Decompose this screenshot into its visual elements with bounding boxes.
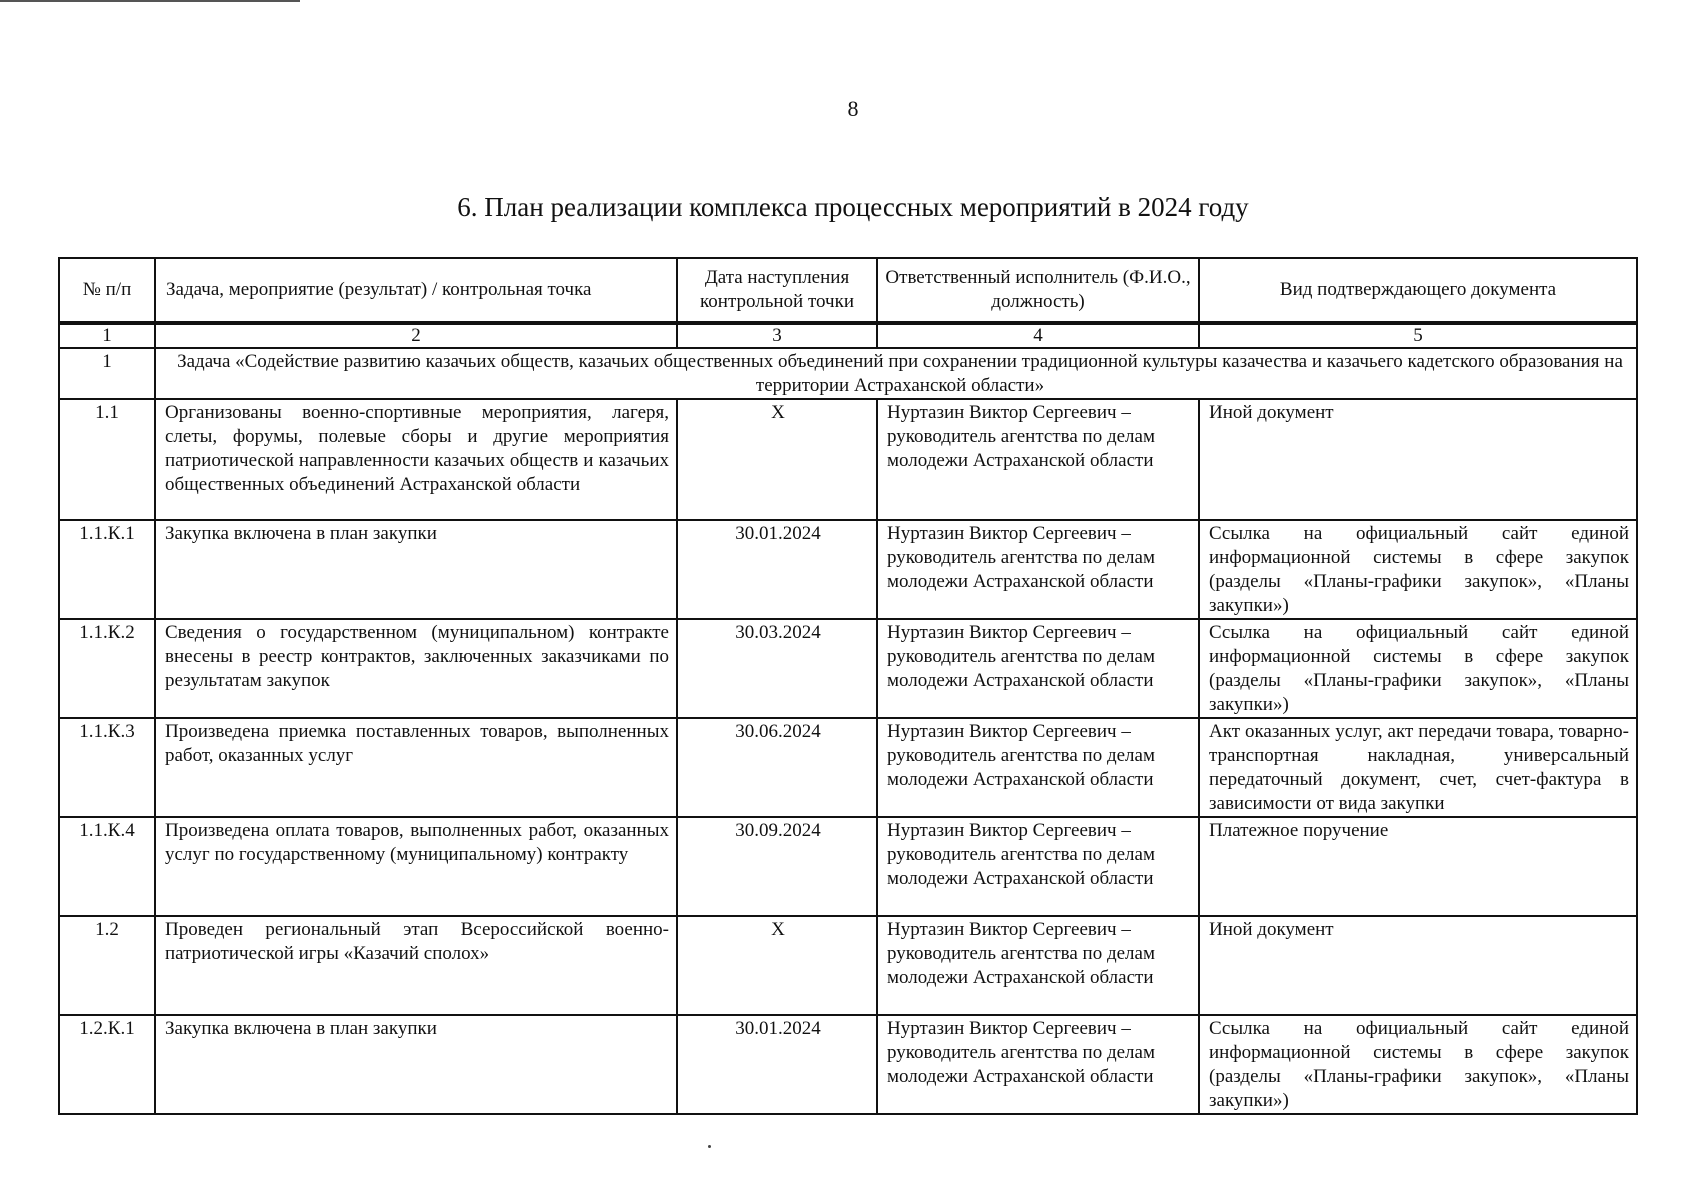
row-date: 30.01.2024 (677, 520, 877, 619)
row-number: 1.1.К.3 (59, 718, 155, 817)
column-index: 4 (877, 323, 1199, 348)
row-event: Организованы военно-спортивные мероприятия, лагеря, слеты, форумы, полевые сборы и другие мероприятия патриотической направленности казачьих обществ и казачьих общественных объединений Астраханской области (155, 399, 677, 520)
row-event: Проведен региональный этап Всероссийской военно-патриотической игры «Казачий сполох» (155, 916, 677, 1015)
task-row (59, 348, 1637, 399)
row-number: 1.1.К.2 (59, 619, 155, 718)
section-title: 6. План реализации комплекса процессных мероприятий в 2024 году (457, 192, 1249, 222)
row-document: Платежное поручение (1199, 817, 1637, 916)
table-row (59, 916, 1637, 1015)
row-responsible: Нуртазин Виктор Сергеевич – руководитель агентства по делам молодежи Астраханской области (877, 619, 1199, 718)
table-row (59, 520, 1637, 619)
table-row (59, 817, 1637, 916)
header-document: Вид подтверждающего документа (1199, 258, 1637, 323)
row-date: 30.09.2024 (677, 817, 877, 916)
header-number: № п/п (59, 258, 155, 323)
page-number: 8 (847, 96, 859, 121)
row-responsible: Нуртазин Виктор Сергеевич – руководитель агентства по делам молодежи Астраханской области (877, 916, 1199, 1015)
row-date: 30.06.2024 (677, 718, 877, 817)
scan-speck (708, 1145, 711, 1148)
implementation-plan-table (58, 257, 1638, 1115)
table-row (59, 718, 1637, 817)
header-row (59, 258, 1637, 323)
column-index: 2 (155, 323, 677, 348)
row-date: X (677, 916, 877, 1015)
task-number: 1 (59, 348, 155, 399)
row-document: Ссылка на официальный сайт единой информационной системы в сфере закупок (разделы «Планы-графики закупок», «Планы закупки») (1199, 520, 1637, 619)
row-document: Ссылка на официальный сайт единой информационной системы в сфере закупок (разделы «Планы-графики закупок», «Планы закупки») (1199, 619, 1637, 718)
row-document: Акт оказанных услуг, акт передачи товара, товарно-транспортная накладная, универсальный передаточный документ, счет, счет-фактура в зависимости от вида закупки (1199, 718, 1637, 817)
row-date: 30.03.2024 (677, 619, 877, 718)
row-number: 1.1 (59, 399, 155, 520)
row-number: 1.1.К.1 (59, 520, 155, 619)
row-number: 1.2.К.1 (59, 1015, 155, 1114)
row-event: Произведена оплата товаров, выполненных работ, оказанных услуг по государственному (муниципальному) контракту (155, 817, 677, 916)
row-date: X (677, 399, 877, 520)
row-responsible: Нуртазин Виктор Сергеевич – руководитель агентства по делам молодежи Астраханской области (877, 1015, 1199, 1114)
row-responsible: Нуртазин Виктор Сергеевич – руководитель агентства по делам молодежи Астраханской области (877, 520, 1199, 619)
row-document: Иной документ (1199, 399, 1637, 520)
row-responsible: Нуртазин Виктор Сергеевич – руководитель агентства по делам молодежи Астраханской области (877, 718, 1199, 817)
table-row (59, 619, 1637, 718)
row-event: Произведена приемка поставленных товаров, выполненных работ, оказанных услуг (155, 718, 677, 817)
table-row (59, 399, 1637, 520)
row-date: 30.01.2024 (677, 1015, 877, 1114)
column-index-row (59, 323, 1637, 348)
column-index: 3 (677, 323, 877, 348)
row-document: Иной документ (1199, 916, 1637, 1015)
row-responsible: Нуртазин Виктор Сергеевич – руководитель агентства по делам молодежи Астраханской области (877, 399, 1199, 520)
row-responsible: Нуртазин Виктор Сергеевич – руководитель агентства по делам молодежи Астраханской области (877, 817, 1199, 916)
task-text: Задача «Содействие развитию казачьих обществ, казачьих общественных объединений при сохранении традиционной культуры казачества и казачьего кадетского образования на территории Астраханской области» (155, 348, 1637, 399)
header-responsible: Ответственный исполнитель (Ф.И.О., должность) (877, 258, 1199, 323)
header-event: Задача, мероприятие (результат) / контрольная точка (155, 258, 677, 323)
row-event: Закупка включена в план закупки (155, 520, 677, 619)
row-event: Сведения о государственном (муниципальном) контракте внесены в реестр контрактов, заключенных заказчиками по результатам закупок (155, 619, 677, 718)
column-index: 5 (1199, 323, 1637, 348)
column-index: 1 (59, 323, 155, 348)
row-document: Ссылка на официальный сайт единой информационной системы в сфере закупок (разделы «Планы-графики закупок», «Планы закупки») (1199, 1015, 1637, 1114)
row-number: 1.1.К.4 (59, 817, 155, 916)
row-event: Закупка включена в план закупки (155, 1015, 677, 1114)
header-date: Дата наступления контрольной точки (677, 258, 877, 323)
scan-edge-line (0, 0, 300, 2)
table-row (59, 1015, 1637, 1114)
row-number: 1.2 (59, 916, 155, 1015)
